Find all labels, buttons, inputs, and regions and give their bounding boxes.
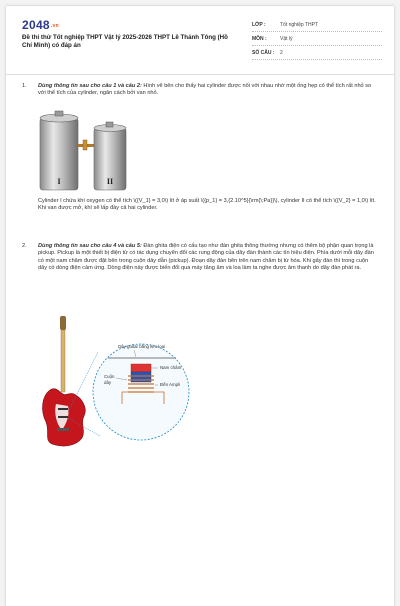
page-header: [6, 6, 394, 68]
meta-value: Vật lý: [280, 35, 293, 42]
cylinder-2-label: II: [106, 177, 114, 186]
meta-label: SỐ CÂU :: [252, 49, 275, 56]
meta-row-subject: [252, 32, 382, 46]
cylinders-figure: [36, 110, 132, 192]
question-number: 1.: [22, 83, 27, 89]
question-body: Hình vẽ bên cho thấy hai cylinder được nối với nhau nhờ một ống hẹp có thể tích rất nhỏ so với thể tích của cylinder, ngăn cách bởi van nhỏ.: [38, 83, 372, 97]
guitar-string-label: Dây guitar bằng kim loại: [118, 344, 166, 349]
connecting-tube: [78, 140, 94, 150]
coil-label-line2: dây: [104, 380, 112, 385]
coil-label-line1: Cuộn: [104, 374, 115, 379]
cylinder-1-label: I: [57, 177, 61, 186]
question-body: Đàn ghita điện có cấu tạo như đàn ghita thông thường nhưng có thêm bộ phận quan trọng là pickup. Pickup là một thiết bị điện từ có tác dụng chuyển đổi các rung động của dây đàn thành các tín hiệu điện. Phía dưới mỗi dây đàn có một nam châm được đặt bên trong cuộn dây dẫn (pickup). Đoạn dây đàn bên trên nam châm bị từ hóa. Khi gảy đàn thì trong cuộn dây có dòng điện cảm ứng. Dòng điện này được biến đổi qua máy tăng âm và loa làm ta nghe được âm thanh do dây đàn phát ra.: [38, 243, 374, 272]
question-after-text: Cylinder I chứa khí oxygen có thể tích \({V_1} = 3,0\) lít ở áp suất \({p_1} = 3,{2.10^5}{\rm{\;Pa}}\), cylinder II có thể tích \({V_2} = 1,0\) lít. Khi van được mở, khí sẽ lấp đầy cả hai cylinder.: [38, 198, 376, 212]
amplifier-label: Đến Ampli: [160, 382, 181, 387]
logo-suffix: .vn: [50, 22, 60, 29]
question-2: [22, 243, 378, 273]
question-lead: Dùng thông tin sau cho câu 4 và câu 5:: [38, 243, 142, 249]
question-1-continuation: [22, 198, 378, 213]
header-divider: [6, 74, 394, 75]
meta-label: MÔN :: [252, 35, 267, 42]
meta-value: Tốt nghiệp THPT: [280, 21, 318, 28]
question-text: [38, 243, 378, 273]
logo-text: 2048: [22, 18, 50, 32]
magnet-label: Nam châm: [160, 365, 182, 370]
meta-value: 2: [280, 49, 283, 56]
document-page: [6, 6, 394, 606]
question-1: [22, 83, 378, 98]
question-number: 2.: [22, 243, 27, 249]
question-text: [38, 83, 378, 98]
meta-label: LỚP :: [252, 21, 266, 28]
electric-guitar: [43, 316, 86, 446]
meta-row-count: [252, 46, 382, 60]
site-logo[interactable]: [22, 18, 59, 32]
meta-table: [252, 18, 382, 60]
meta-row-class: [252, 18, 382, 32]
question-lead: Dùng thông tin sau cho câu 1 và câu 2:: [38, 83, 142, 89]
document-title: Đề thi thử Tốt nghiệp THPT Vật lý 2025-2026 THPT Lê Thánh Tông (Hồ Chí Minh) có đáp án: [22, 34, 228, 49]
guitar-pickup-figure: [36, 312, 206, 452]
